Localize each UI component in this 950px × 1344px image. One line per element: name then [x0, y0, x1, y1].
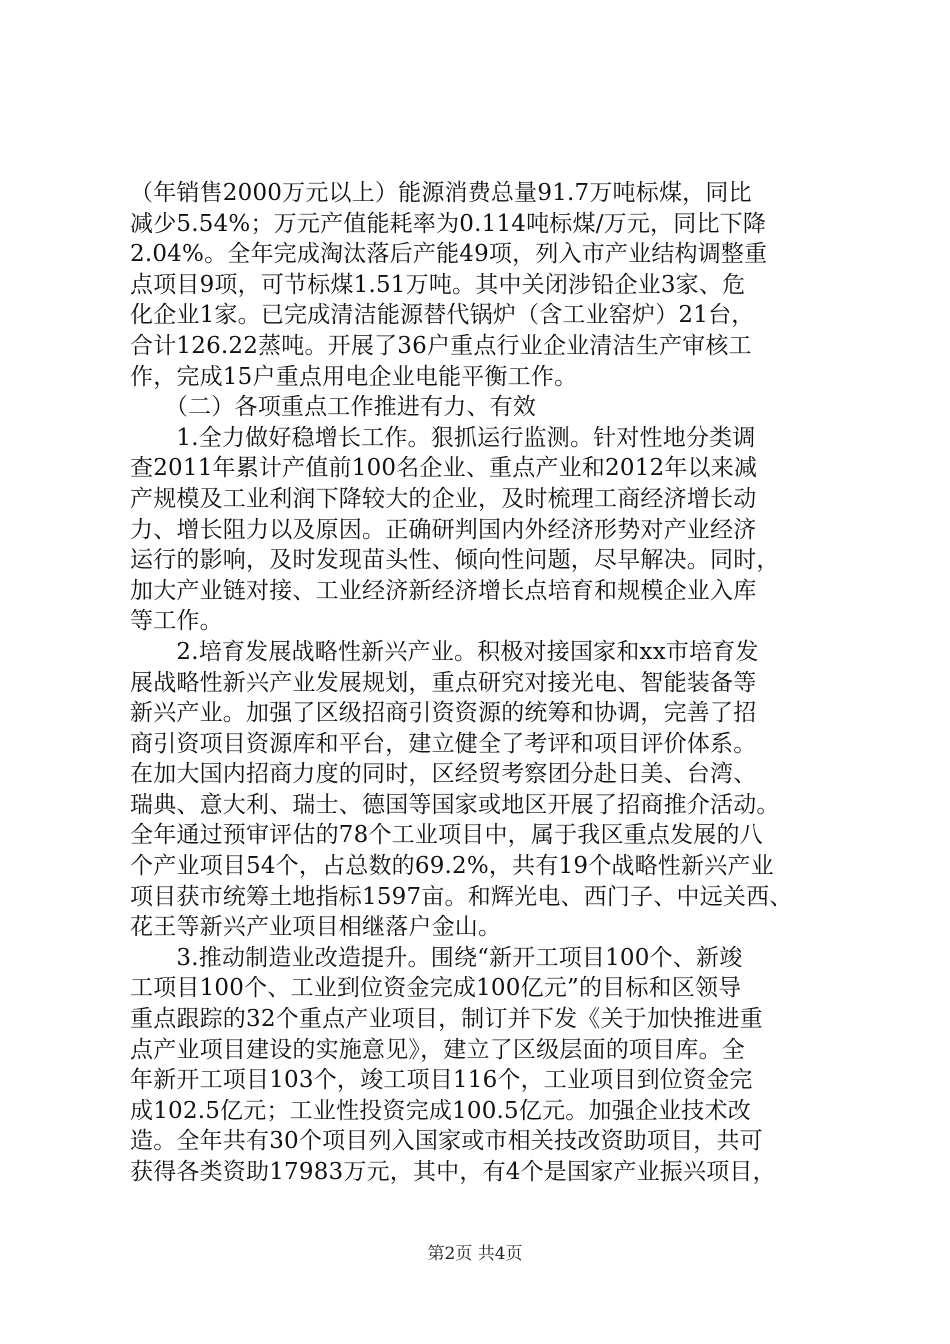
- text-line: 造。全年共有30个项目列入国家或市相关技改资助项目，共可: [130, 1128, 763, 1155]
- text-line: 等工作。: [130, 608, 223, 635]
- text-line: 作，完成15户重点用电企业电能平衡工作。: [130, 363, 578, 390]
- text-line: 产规模及工业利润下降较大的企业，及时梳理工商经济增长动: [130, 485, 757, 512]
- text-line: 加大产业链对接、工业经济新经济增长点培育和规模企业入库: [130, 577, 757, 604]
- text-line: 获得各类资助17983万元，其中，有4个是国家产业振兴项目，: [130, 1159, 776, 1185]
- text-line: 花王等新兴产业项目相继落户金山。: [130, 914, 502, 941]
- text-line: 点项目9项，可节标煤1.51万吨。其中关闭涉铅企业3家、危: [130, 271, 746, 298]
- text-line: 全年通过预审评估的78个工业项目中，属于我区重点发展的八: [130, 822, 763, 849]
- text-line: 2.培育发展战略性新兴产业。积极对接国家和xx市培育发: [130, 638, 759, 665]
- page-footer: 第2页 共4页: [427, 1244, 523, 1264]
- document-body: [130, 178, 830, 1188]
- text-line: 年新开工项目103个，竣工项目116个，工业项目到位资金完: [130, 1067, 753, 1094]
- text-line: 成102.5亿元；工业性投资完成100.5亿元。加强企业技术改: [130, 1097, 751, 1124]
- text-line: 展战略性新兴产业发展规划，重点研究对接光电、智能装备等: [130, 669, 757, 696]
- text-line: 查2011年累计产值前100名企业、重点产业和2012年以来减: [130, 455, 758, 482]
- text-line: 商引资项目资源库和平台，建立健全了考评和项目评价体系。: [130, 730, 757, 757]
- text-line: 工项目100个、工业到位资金完成100亿元”的目标和区领导: [130, 975, 742, 1002]
- text-line: 新兴产业。加强了区级招商引资资源的统筹和协调，完善了招: [130, 700, 757, 727]
- text-line: 项目获市统筹土地指标1597亩。和辉光电、西门子、中远关西、: [130, 883, 793, 910]
- text-line: 合计126.22蒸吨。开展了36户重点行业企业清洁生产审核工: [130, 332, 752, 359]
- text-line: （年销售2000万元以上）能源消费总量91.7万吨标煤，同比: [130, 180, 752, 206]
- text-line: 点产业项目建设的实施意见》，建立了区级层面的项目库。全: [130, 1036, 745, 1063]
- text-line: （二）各项重点工作推进有力、有效: [130, 394, 537, 421]
- text-line: 在加大国内招商力度的同时，区经贸考察团分赴日美、台湾、: [130, 761, 757, 788]
- text-line: 减少5.54%；万元产值能耗率为0.114吨标煤/万元，同比下降: [130, 210, 767, 237]
- text-line: 3.推动制造业改造提升。围绕“新开工项目100个、新竣: [130, 944, 743, 971]
- text-line: 1.全力做好稳增长工作。狠抓运行监测。针对性地分类调: [130, 424, 756, 451]
- text-line: 化企业1家。已完成清洁能源替代锅炉（含工业窑炉）21台，: [130, 302, 755, 329]
- text-line: 重点跟踪的32个重点产业项目，制订并下发《关于加快推进重: [130, 1006, 763, 1033]
- text-line: 运行的影响，及时发现苗头性、倾向性问题，尽早解决。同时，: [130, 547, 780, 574]
- text-line: 瑞典、意大利、瑞士、德国等国家或地区开展了招商推介活动。: [130, 791, 780, 818]
- text-line: 个产业项目54个，占总数的69.2%，共有19个战略性新兴产业: [130, 853, 774, 880]
- text-line: 2.04%。全年完成淘汰落后产能49项，列入市产业结构调整重: [130, 241, 768, 268]
- text-line: 力、增长阻力以及原因。正确研判国内外经济形势对产业经济: [130, 516, 757, 543]
